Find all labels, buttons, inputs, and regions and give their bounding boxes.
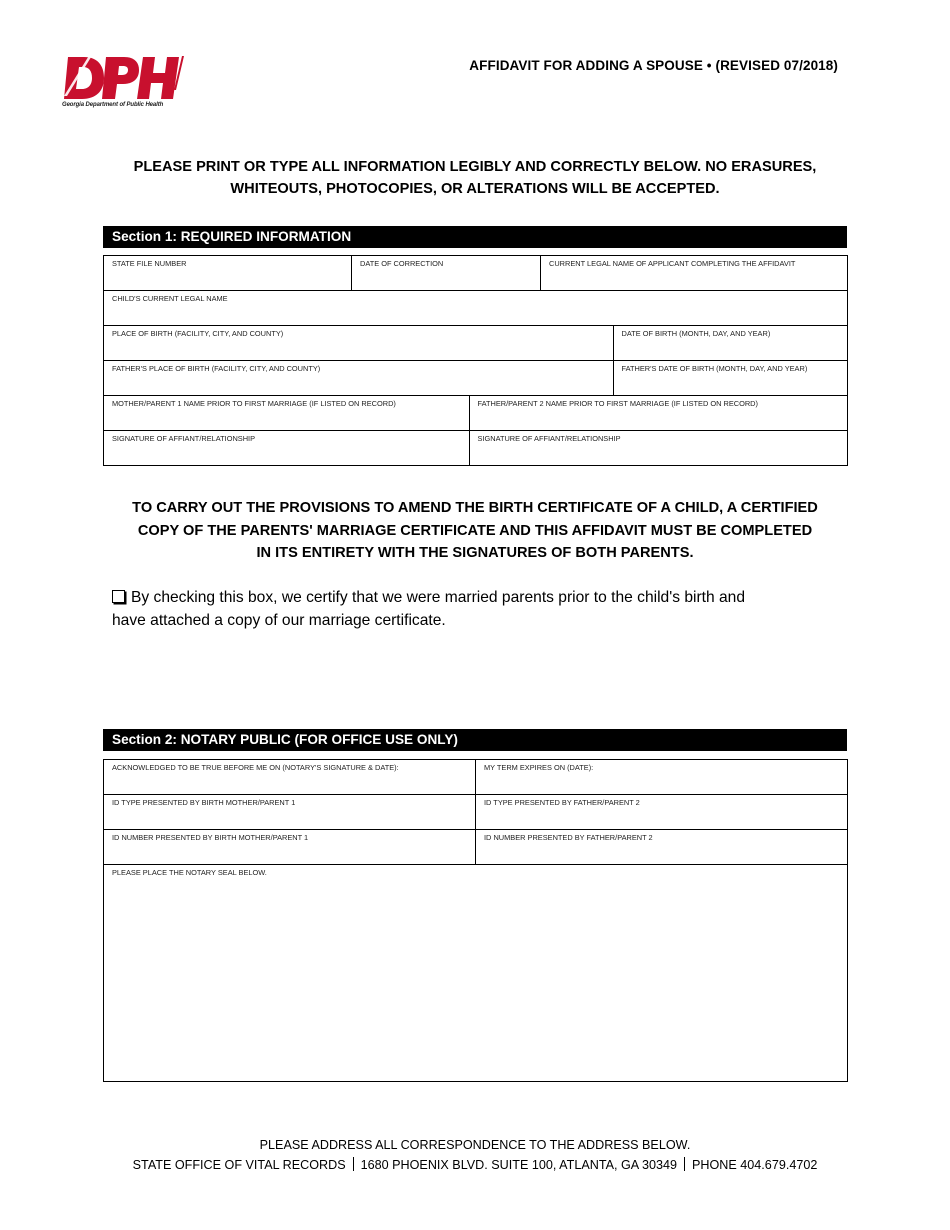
father-place-of-birth-field[interactable]: FATHER'S PLACE OF BIRTH (FACILITY, CITY, AND COUNTY) [104,361,613,395]
applicant-name-field[interactable]: CURRENT LEGAL NAME OF APPLICANT COMPLETING THE AFFIDAVIT [541,256,848,291]
notice-line-1: TO CARRY OUT THE PROVISIONS TO AMEND THE BIRTH CERTIFICATE OF A CHILD, A CERTIFIED [132,500,818,516]
child-name-field[interactable]: CHILD'S CURRENT LEGAL NAME [104,291,848,326]
footer-office: STATE OFFICE OF VITAL RECORDS [132,1158,346,1172]
instructions-line-1: PLEASE PRINT OR TYPE ALL INFORMATION LEGIBLY AND CORRECTLY BELOW. NO ERASURES, [133,159,817,175]
place-of-birth-row [104,326,847,360]
certification-line-2: have attached a copy of our marriage certificate. [112,612,446,629]
section-2-header: Section 2: NOTARY PUBLIC (FOR OFFICE USE ONLY) [103,729,847,751]
place-of-birth-field[interactable]: PLACE OF BIRTH (FACILITY, CITY, AND COUNTY) [104,326,613,360]
dph-logo-mark [62,54,184,102]
date-of-birth-field[interactable]: DATE OF BIRTH (MONTH, DAY, AND YEAR) [621,329,771,338]
footer-divider [353,1157,354,1171]
certification-line-1: By checking this box, we certify that we were married parents prior to the child's birth and [131,589,746,606]
instructions-line-2: WHITEOUTS, PHOTOCOPIES, OR ALTERATIONS WILL BE ACCEPTED. [230,181,720,197]
dph-logo [62,54,184,114]
instructions [100,156,850,200]
footer-divider [684,1157,685,1171]
section-2-table [103,759,848,1082]
notary-acknowledged-field[interactable]: ACKNOWLEDGED TO BE TRUE BEFORE ME ON (NOTARY'S SIGNATURE & DATE): [104,760,476,795]
footer-address [0,1155,950,1175]
signatures-row [104,431,847,465]
certification-statement [112,586,842,632]
state-file-number-field[interactable]: STATE FILE NUMBER [104,256,352,291]
section-1-table [103,255,848,466]
id-number-parent-1-field[interactable]: ID NUMBER PRESENTED BY BIRTH MOTHER/PARENT 1 [104,830,476,865]
id-type-parent-2-field[interactable]: ID TYPE PRESENTED BY FATHER/PARENT 2 [476,795,848,830]
notary-seal-area[interactable]: PLEASE PLACE THE NOTARY SEAL BELOW. [104,865,848,1082]
footer-line-1: PLEASE ADDRESS ALL CORRESPONDENCE TO THE ADDRESS BELOW. [259,1138,691,1152]
parent-1-name-field[interactable]: MOTHER/PARENT 1 NAME PRIOR TO FIRST MARRIAGE (IF LISTED ON RECORD) [104,396,469,430]
signature-affiant-1-field[interactable]: SIGNATURE OF AFFIANT/RELATIONSHIP [104,431,469,465]
id-number-parent-2-field[interactable]: ID NUMBER PRESENTED BY FATHER/PARENT 2 [476,830,848,865]
id-type-parent-1-field[interactable]: ID TYPE PRESENTED BY BIRTH MOTHER/PARENT 1 [104,795,476,830]
footer-phone: PHONE 404.679.4702 [692,1158,818,1172]
notice-line-2: COPY OF THE PARENTS' MARRIAGE CERTIFICATE AND THIS AFFIDAVIT MUST BE COMPLETED [137,522,813,539]
notice-line-3: IN ITS ENTIRETY WITH THE SIGNATURES OF BOTH PARENTS. [256,545,694,561]
logo-caption: Georgia Department of Public Health [62,102,164,108]
married-parents-checkbox[interactable] [112,590,125,603]
parent-names-row [104,396,847,430]
signature-affiant-2-field[interactable]: SIGNATURE OF AFFIANT/RELATIONSHIP [477,434,621,443]
date-of-correction-field[interactable]: DATE OF CORRECTION [352,256,541,291]
parent-2-name-field[interactable]: FATHER/PARENT 2 NAME PRIOR TO FIRST MARRIAGE (IF LISTED ON RECORD) [477,399,758,408]
father-birth-row [104,361,847,395]
footer-street-address: 1680 PHOENIX BLVD. SUITE 100, ATLANTA, GA 30349 [360,1158,678,1172]
amendment-notice [100,497,850,565]
section-1-header: Section 1: REQUIRED INFORMATION [103,226,847,248]
form-title: AFFIDAVIT FOR ADDING A SPOUSE • (REVISED 07/2018) [469,58,838,73]
father-date-of-birth-field[interactable]: FATHER'S DATE OF BIRTH (MONTH, DAY, AND YEAR) [621,364,808,373]
term-expires-field[interactable]: MY TERM EXPIRES ON (DATE): [476,760,848,795]
